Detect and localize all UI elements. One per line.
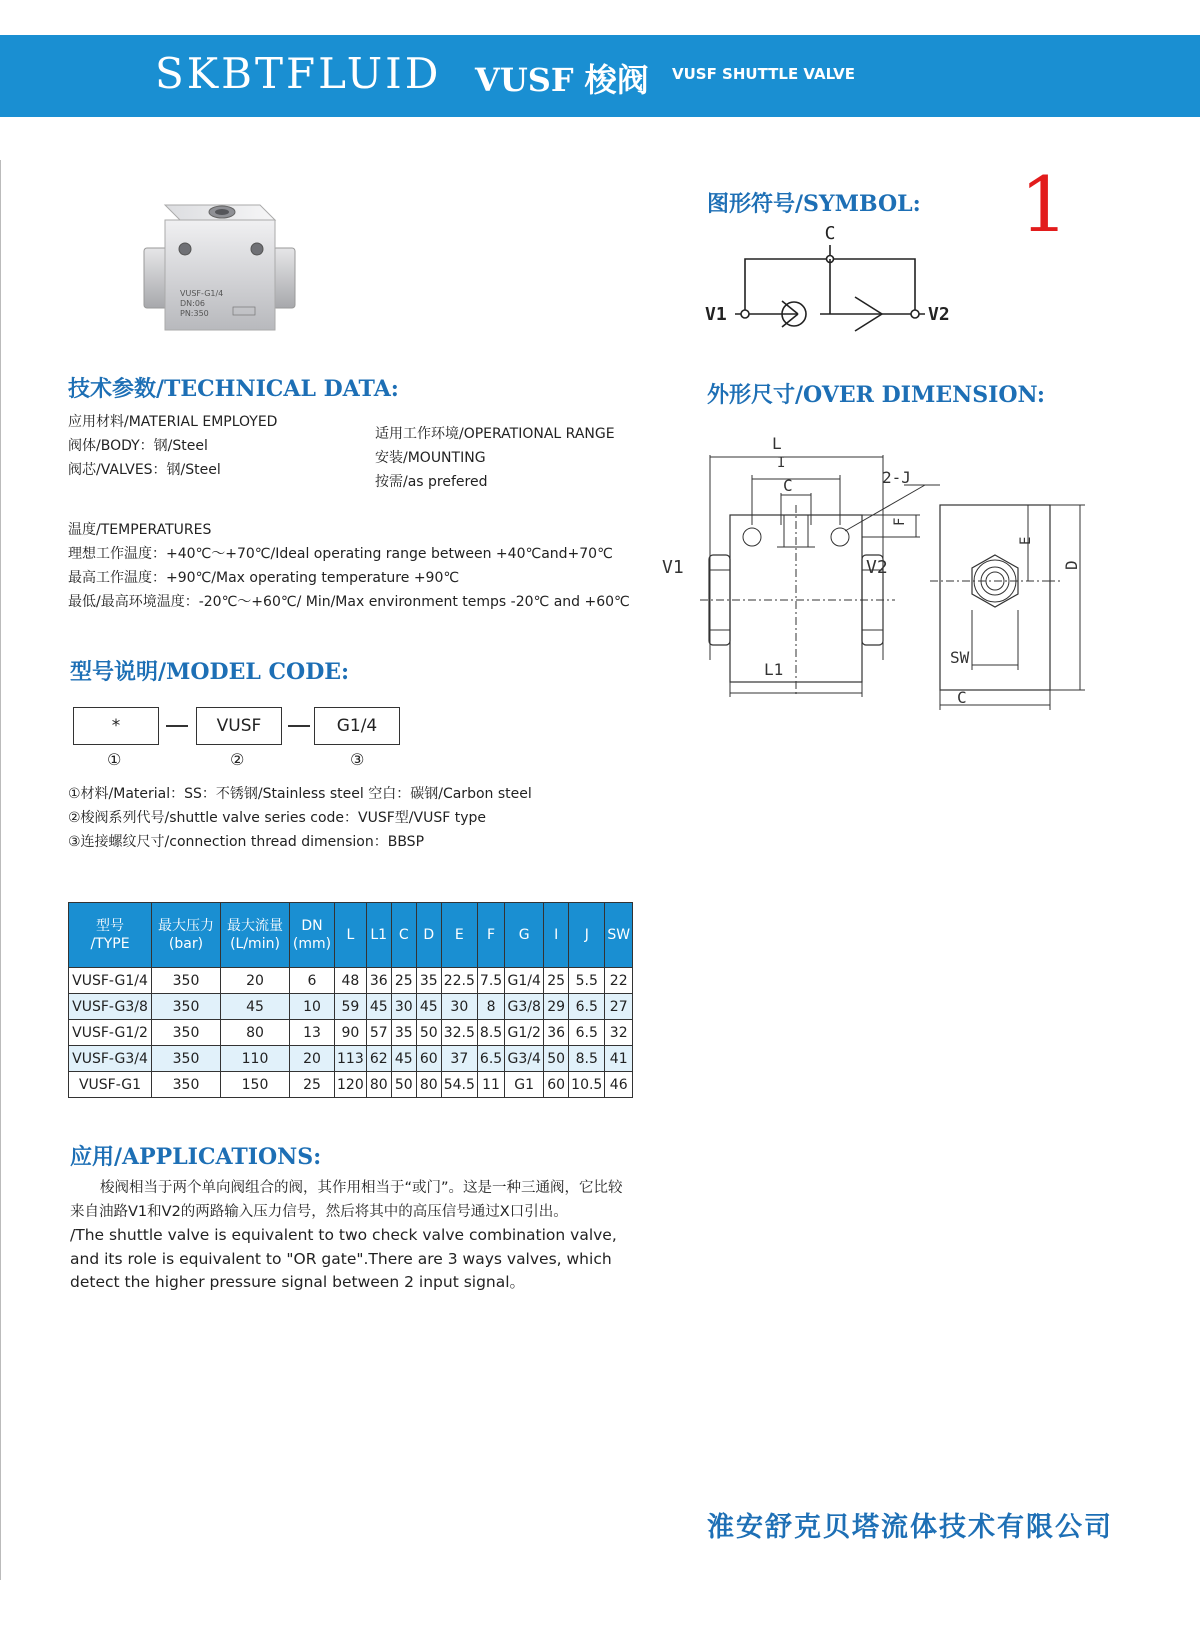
dimension-drawing: [662, 434, 1100, 725]
model-code-title: 型号说明/MODEL CODE:: [70, 659, 350, 685]
temp-ideal: 理想工作温度：+40℃～+70℃/Ideal operating range between +40℃and+70℃: [68, 546, 613, 562]
product-photo-model: VUSF-G1/4: [180, 289, 224, 298]
hydraulic-symbol: [700, 225, 960, 365]
th-f: F: [477, 903, 504, 968]
company-name: 淮安舒克贝塔流体技术有限公司: [707, 1512, 1113, 1543]
applications-text: [70, 1177, 630, 1295]
dimension-title: 外形尺寸/OVER DIMENSION:: [707, 382, 1045, 408]
applications-en: /The shuttle valve is equivalent to two check valve combination valve, and its role is equivalent to "OR gate".There are 3 ways valves, which detect the higher pressure signal between 2 input signal。: [70, 1226, 617, 1291]
header-banner: [0, 35, 1200, 117]
th-g: G: [505, 903, 544, 968]
technical-data-title: 技术参数/TECHNICAL DATA:: [68, 376, 399, 402]
dim-label-c-bottom: C: [957, 688, 967, 707]
page-number: 1: [1020, 160, 1069, 249]
product-subtitle: VUSF SHUTTLE VALVE: [672, 65, 855, 83]
spec-table: [68, 902, 633, 1098]
symbol-label-v1: V1: [705, 304, 727, 325]
th-dn: DN (mm): [290, 903, 335, 968]
model-note-thread: ③连接螺纹尺寸/connection thread dimension：BBSP: [68, 834, 425, 850]
table-row: VUSF-G1/4 350 20 6 48 36 25 35 22.5 7.5 G1/4 25 5.5 22: [69, 968, 633, 994]
model-code-thread-box: G1/4: [314, 707, 400, 745]
th-i: I: [544, 903, 569, 968]
model-code-dash-1: [166, 725, 188, 727]
dim-label-i: I: [777, 455, 786, 471]
dim-label-v1: V1: [662, 557, 684, 578]
th-j: J: [569, 903, 605, 968]
model-note-material: ①材料/Material：SS：不锈钢/Stainless steel 空白：碳钢/Carbon steel: [68, 786, 532, 802]
th-max-pressure: 最大压力 (bar): [152, 903, 221, 968]
temperatures-heading: 温度/TEMPERATURES: [68, 522, 212, 538]
th-l: L: [335, 903, 367, 968]
marker-3: ③: [350, 750, 365, 769]
dim-label-c-top: C: [783, 476, 793, 495]
material-body: 阀体/BODY：钢/Steel: [68, 438, 208, 454]
product-title: VUSF 梭阀: [475, 61, 649, 99]
th-type: 型号 /TYPE: [69, 903, 152, 968]
material-valves: 阀芯/VALVES：钢/Steel: [68, 462, 221, 478]
product-photo-dn: DN:06: [180, 299, 206, 308]
model-code-dash-2: [288, 725, 310, 727]
applications-cn: 梭阀相当于两个单向阀组合的阀，其作用相当于“或门”。这是一种三通阀，它比较来自油路V1和V2的两路输入压力信号，然后将其中的高压信号通过X口引出。: [70, 1180, 623, 1220]
marker-2: ②: [230, 750, 245, 769]
mounting-value: 按需/as prefered: [375, 474, 488, 490]
material-heading: 应用材料/MATERIAL EMPLOYED: [68, 414, 278, 430]
table-row: VUSF-G1 350 150 25 120 80 50 80 54.5 11 G1 60 10.5 46: [69, 1072, 633, 1098]
dim-label-2j: 2-J: [882, 468, 911, 487]
model-note-series: ②梭阀系列代号/shuttle valve series code：VUSF型/VUSF type: [68, 810, 486, 826]
dim-label-d: D: [1062, 560, 1081, 570]
dim-label-sw: SW: [950, 648, 970, 667]
dim-label-l1: L1: [764, 660, 784, 679]
left-margin-line: [0, 160, 1, 1580]
brand-name: SKBTFLUID: [155, 49, 442, 98]
th-c: C: [391, 903, 416, 968]
mounting-heading: 安装/MOUNTING: [375, 450, 486, 466]
dim-label-v2: V2: [866, 557, 888, 578]
th-max-flow: 最大流量 (L/min): [221, 903, 290, 968]
th-sw: SW: [605, 903, 633, 968]
product-photo-pn: PN:350: [180, 309, 209, 318]
model-code-material-box: *: [73, 707, 159, 745]
model-code-series-box: VUSF: [196, 707, 282, 745]
temp-environment: 最低/最高环境温度：-20℃～+60℃/ Min/Max environment temps -20℃ and +60℃: [68, 594, 630, 610]
dim-label-f: F: [892, 517, 908, 526]
temp-max: 最高工作温度：+90℃/Max operating temperature +90℃: [68, 570, 460, 586]
dim-label-l: L: [772, 434, 782, 453]
operational-range-heading: 适用工作环境/OPERATIONAL RANGE: [375, 426, 615, 442]
th-e: E: [441, 903, 477, 968]
applications-title: 应用/APPLICATIONS:: [70, 1144, 322, 1170]
product-photo: [140, 200, 300, 345]
table-row: VUSF-G1/2 350 80 13 90 57 35 50 32.5 8.5 G1/2 36 6.5 32: [69, 1020, 633, 1046]
symbol-label-v2: V2: [928, 304, 950, 325]
table-header-row: [69, 903, 633, 968]
table-row: VUSF-G3/8 350 45 10 59 45 30 45 30 8 G3/8 29 6.5 27: [69, 994, 633, 1020]
marker-1: ①: [107, 750, 122, 769]
table-row: VUSF-G3/4 350 110 20 113 62 45 60 37 6.5 G3/4 50 8.5 41: [69, 1046, 633, 1072]
symbol-label-c: C: [824, 223, 836, 244]
th-l1: L1: [366, 903, 391, 968]
symbol-title: 图形符号/SYMBOL:: [707, 191, 921, 217]
th-d: D: [416, 903, 441, 968]
dim-label-e: E: [1018, 536, 1034, 545]
